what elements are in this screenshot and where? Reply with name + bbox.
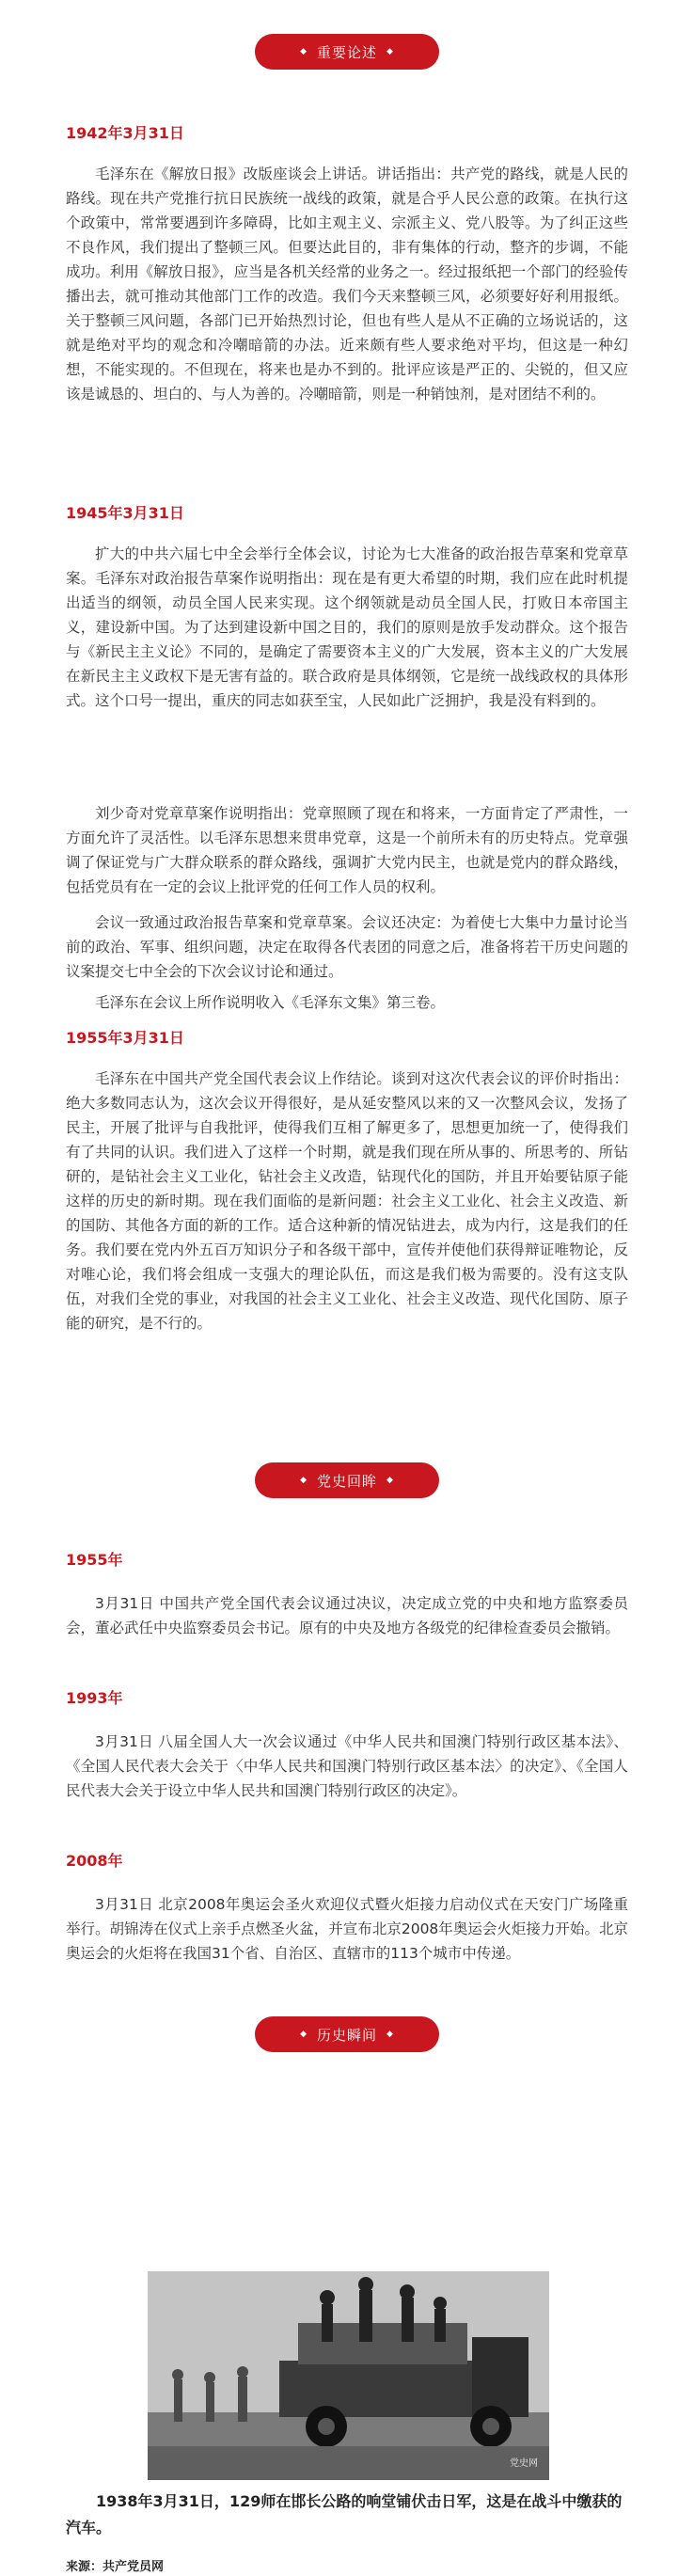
diamond-icon: ◆ xyxy=(300,47,308,56)
photo-watermark: 党史网 xyxy=(510,2458,538,2469)
section-title: 党史回眸 xyxy=(316,1472,377,1490)
section-title: 重要论述 xyxy=(316,43,377,61)
diamond-icon: ◆ xyxy=(386,47,394,56)
history-text: 3月31日 中国共产党全国代表会议通过决议，决定成立党的中央和地方监察委员会，董必武任中央监察委员会书记。原有的中央及地方各级党的纪律检查委员会撤销。 xyxy=(66,1595,628,1636)
entry-paragraph: 毛泽东在中国共产党全国代表会议上作结论。谈到对这次代表会议的评价时指出：绝大多数同志认为，这次会议开得很好，是从延安整风以来的又一次整风会议，发扬了民主，开展了批评与自我批评，使得我们互相了解更多了，思想更加统一了，使得我们有了共同的认识。我们进入了这样一个时期，就是我们现在所从事的、所思考的、所钻研的，是钻社会主义工业化，钻社会主义改造，钻现代化的国防，并且开始要钻原子能这样的历史的新时期。现在我们面临的是新问题：社会主义工业化、社会主义改造、新的国防、其他各方面的新的工作。适合这种新的情况钻进去，成为内行，这是我们的任务。我们要在党内外五百万知识分子和各级干部中，宣传并使他们获得辩证唯物论，反对唯心论，我们将会组成一支强大的理论队伍，而这是我们极为需要的。没有这支队伍，对我们全党的事业，对我国的社会主义工业化、社会主义改造、现代化国防、原子能的研究，是不行的。 xyxy=(66,1070,628,1332)
diamond-icon: ◆ xyxy=(300,2030,308,2039)
entry-paragraph: 扩大的中共六届七中全会举行全体会议，讨论为七大准备的政治报告草案和党章草案。毛泽东对政治报告草案作说明指出：现在是有更大希望的时期，我们应在此时机提出适当的纲领，动员全国人民来实现。这个纲领就是动员全国人民，打败日本帝国主义，建设新中国。为了达到建设新中国之目的，我们的原则是放手发动群众。这个报告与《新民主主义论》不同的，是确定了需要资本主义的广大发展，资本主义的广大发展在新民主主义政权下是无害有益的。联合政府是具体纲领，它是统一战线政权的具体形式。这个口号一提出，重庆的同志如获至宝，人民如此广泛拥护，我是没有料到的。 xyxy=(66,545,628,709)
entry-paragraph: 毛泽东在《解放日报》改版座谈会上讲话。讲话指出：共产党的路线，就是人民的路线。现在共产党推行抗日民族统一战线的政策，就是合乎人民公意的政策。在执行这个政策中，常常要遇到许多障碍，比如主观主义、宗派主义、党八股等。为了纠正这些不良作风，我们提出了整顿三风。但要达此目的，非有集体的行动，整齐的步调，不能成功。利用《解放日报》，应当是各机关经常的业务之一。经过报纸把一个部门的经验传播出去，就可推动其他部门工作的改造。我们今天来整顿三风，必须要好好利用报纸。关于整顿三风问题，各部门已开始热烈讨论，但也有些人是从不正确的立场说话的，这就是绝对平均的观念和冷嘲暗箭的办法。近来颇有些人要求绝对平均，但这是一种幻想，不能实现的。不但现在，将来也是办不到的。批评应该是严正的、尖锐的，但又应该是诚恳的、坦白的、与人为善的。冷嘲暗箭，则是一种销蚀剂，是对团结不利的。 xyxy=(66,166,628,403)
section-title: 历史瞬间 xyxy=(316,2026,377,2044)
entry-paragraph: 毛泽东在会议上所作说明收入《毛泽东文集》第三卷。 xyxy=(95,994,446,1011)
entry-paragraph: 刘少奇对党章草案作说明指出：党章照顾了现在和将来，一方面肯定了严肃性，一方面允许了灵活性。以毛泽东思想来贯串党章，这是一个前所未有的历史特点。党章强调了保证党与广大群众联系的群众路线，强调扩大党内民主，也就是党内的群众路线，包括党员有在一定的会议上批评党的任何工作人员的权利。 xyxy=(66,805,628,895)
history-text: 3月31日 八届全国人大一次会议通过《中华人民共和国澳门特别行政区基本法》、《全国人民代表大会关于〈中华人民共和国澳门特别行政区基本法〉的决定》、《全国人民代表大会关于设立中华人民共和国澳门特别行政区的决定》。 xyxy=(66,1733,628,1799)
diamond-icon: ◆ xyxy=(386,2030,394,2039)
history-year: 1955年 xyxy=(66,1551,123,1569)
diamond-icon: ◆ xyxy=(300,1476,308,1485)
entry-date: 1942年3月31日 xyxy=(66,124,184,142)
section-banner-moment xyxy=(255,2016,439,2052)
photo-caption: 1938年3月31日，129师在邯长公路的响堂铺伏击日军，这是在战斗中缴获的汽车。 xyxy=(66,2492,623,2536)
section-banner-important xyxy=(255,34,439,70)
source-note: 来源：共产党员网 xyxy=(66,2560,165,2574)
historic-photo xyxy=(148,2271,549,2480)
diamond-icon: ◆ xyxy=(386,1476,394,1485)
entry-date: 1945年3月31日 xyxy=(66,504,184,522)
history-year: 1993年 xyxy=(66,1689,123,1707)
photo-illustration xyxy=(148,2271,549,2480)
history-year: 2008年 xyxy=(66,1852,123,1870)
section-banner-history xyxy=(255,1462,439,1498)
entry-date: 1955年3月31日 xyxy=(66,1029,184,1047)
history-text: 3月31日 北京2008年奥运会圣火欢迎仪式暨火炬接力启动仪式在天安门广场隆重举行。胡锦涛在仪式上亲手点燃圣火盆，并宣布北京2008年奥运会火炬接力开始。北京奥运会的火炬将在我国31个省、自治区、直辖市的113个城市中传递。 xyxy=(66,1896,628,1962)
entry-paragraph: 会议一致通过政治报告草案和党章草案。会议还决定：为着使七大集中力量讨论当前的政治、军事、组织问题，决定在取得各代表团的同意之后，准备将若干历史问题的议案提交七中全会的下次会议讨论和通过。 xyxy=(66,914,628,980)
